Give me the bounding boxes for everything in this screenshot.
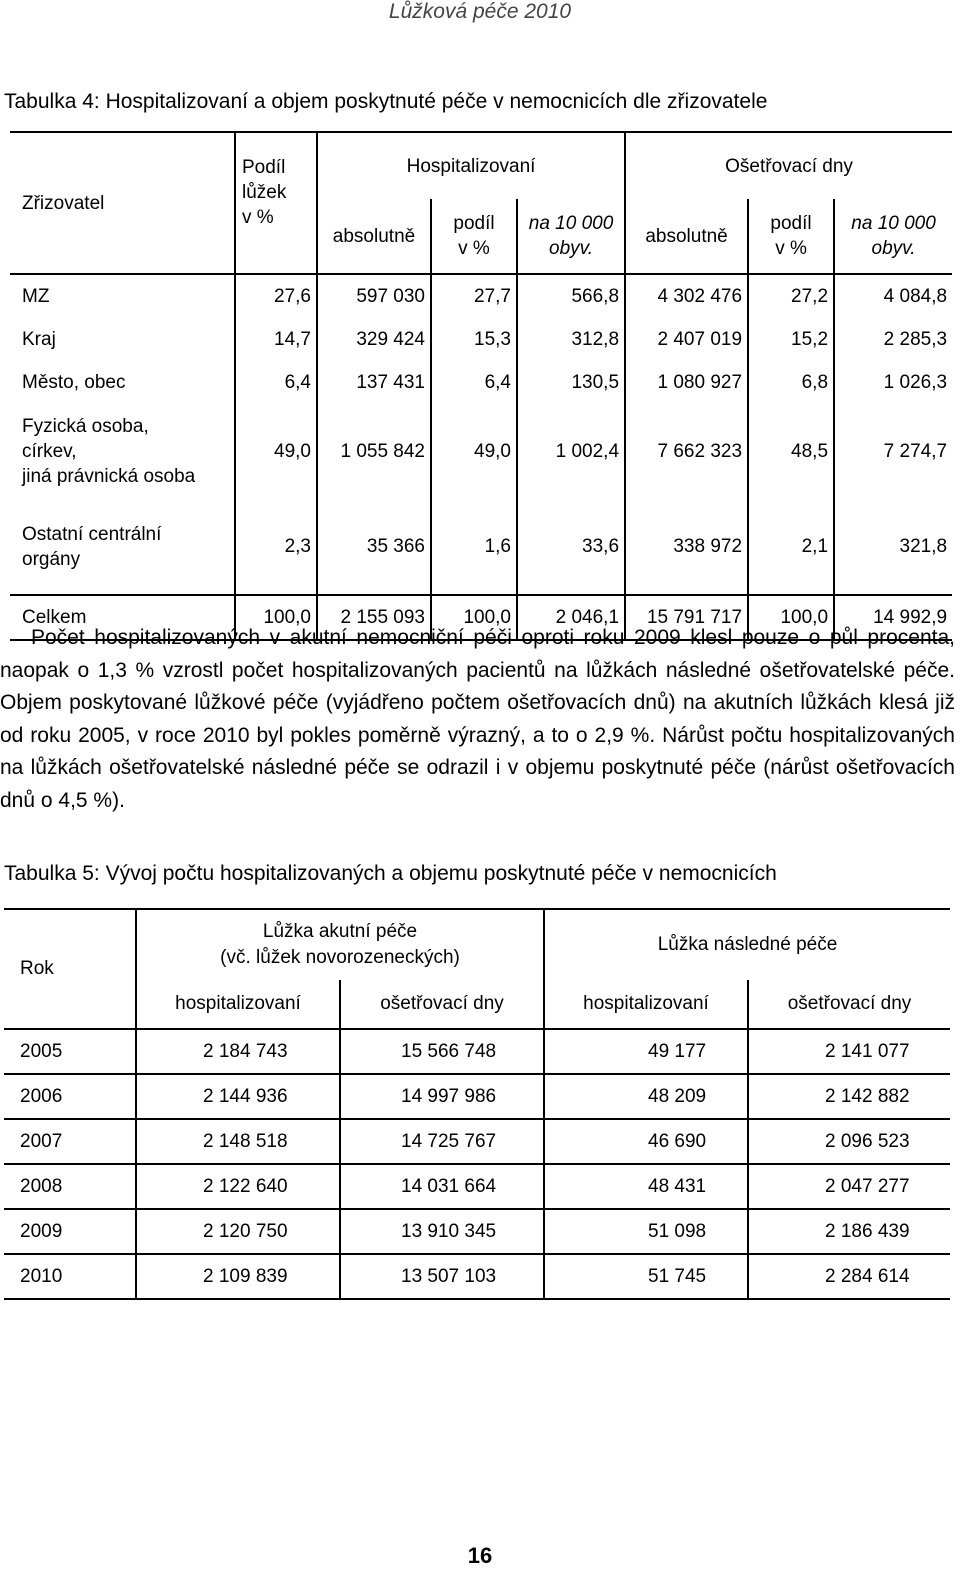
cell: 27,7 — [431, 274, 517, 318]
header-hosp-absolutne: absolutně — [317, 199, 431, 274]
cell: 566,8 — [517, 274, 625, 318]
cell: 51 745 — [544, 1254, 748, 1299]
table5 — [4, 908, 950, 1300]
cell: 48 431 — [544, 1164, 748, 1209]
cell: 27,2 — [748, 274, 834, 318]
cell: 2 046,1 — [517, 595, 625, 640]
header-od-na10000: na 10 000 obyv. — [834, 199, 952, 274]
row-label: Celkem — [10, 595, 235, 640]
header-podil-luzek: Podíl lůžek v % — [235, 132, 317, 274]
cell: 321,8 — [834, 499, 952, 595]
cell: 2 142 882 — [748, 1074, 950, 1119]
cell: 312,8 — [517, 318, 625, 361]
cell: 597 030 — [317, 274, 431, 318]
cell: 100,0 — [431, 595, 517, 640]
table-row — [4, 1164, 950, 1209]
cell: 2 047 277 — [748, 1164, 950, 1209]
cell: 2 148 518 — [136, 1119, 340, 1164]
header-osetrovaci-dny: ošetřovací dny — [748, 980, 950, 1029]
cell: 13 507 103 — [340, 1254, 544, 1299]
year: 2010 — [4, 1254, 136, 1299]
row-label: Ostatní centrální orgány — [22, 523, 162, 570]
table-row — [10, 274, 952, 318]
header-nasledne-pece: Lůžka následné péče — [544, 909, 950, 980]
cell: 2 096 523 — [748, 1119, 950, 1164]
cell: 49,0 — [235, 404, 317, 499]
cell: 6,4 — [235, 361, 317, 404]
cell: 1,6 — [431, 499, 517, 595]
cell: 137 431 — [317, 361, 431, 404]
header-hosp-podil: podíl v % — [431, 199, 517, 274]
cell: 13 910 345 — [340, 1209, 544, 1254]
cell: 2,1 — [748, 499, 834, 595]
cell: 51 098 — [544, 1209, 748, 1254]
cell: 2 407 019 — [625, 318, 748, 361]
cell: 329 424 — [317, 318, 431, 361]
cell: 2 186 439 — [748, 1209, 950, 1254]
row-label: Fyzická osoba, církev, jiná právnická osoba — [22, 416, 196, 487]
cell: 15 791 717 — [625, 595, 748, 640]
header-hospitalizovani: hospitalizovaní — [544, 980, 748, 1029]
header-hospitalizovani: hospitalizovaní — [136, 980, 340, 1029]
table4 — [10, 131, 952, 641]
table4-caption: Tabulka 4: Hospitalizovaní a objem poskytnuté péče v nemocnicích dle zřizovatele — [4, 90, 768, 113]
cell: 14 031 664 — [340, 1164, 544, 1209]
cell: 33,6 — [517, 499, 625, 595]
year: 2005 — [4, 1029, 136, 1074]
table-row — [4, 1209, 950, 1254]
row-label: MZ — [22, 286, 50, 307]
header-zrizovatel: Zřizovatel — [10, 132, 235, 274]
cell: 1 080 927 — [625, 361, 748, 404]
cell: 49,0 — [431, 404, 517, 499]
cell: 7 274,7 — [834, 404, 952, 499]
header-rok: Rok — [4, 909, 136, 1029]
cell: 2 120 750 — [136, 1209, 340, 1254]
cell: 2 109 839 — [136, 1254, 340, 1299]
cell: 1 026,3 — [834, 361, 952, 404]
cell: 2 141 077 — [748, 1029, 950, 1074]
header-od-absolutne: absolutně — [625, 199, 748, 274]
table-row — [4, 1029, 950, 1074]
cell: 15,2 — [748, 318, 834, 361]
cell: 2 184 743 — [136, 1029, 340, 1074]
body-paragraph: Počet hospitalizovaných v akutní nemocniční péči oproti roku 2009 klesl pouze o půl procenta, naopak o 1,3 % vzrostl počet hospitalizovaných pacientů na lůžkách následné ošetřovatelské péče. Objem poskytované lůžkové péče (vyjádřeno počtem ošetřovacích dnů) na akutních lůžkách klesá již od roku 2005, v roce 2010 byl pokles poměrně výrazný, a to o 2,9 %. Nárůst počtu hospitalizovaných na lůžkách ošetřovatelské následné péče se odrazil i v objemu poskytnuté péče (nárůst ošetřovacích dnů o 4,5 %). — [0, 626, 955, 812]
cell: 100,0 — [235, 595, 317, 640]
year: 2009 — [4, 1209, 136, 1254]
table-row — [4, 1074, 950, 1119]
cell: 49 177 — [544, 1029, 748, 1074]
header-hospitalizovani: Hospitalizovaní — [317, 132, 625, 199]
cell: 14 992,9 — [834, 595, 952, 640]
cell: 14 725 767 — [340, 1119, 544, 1164]
year: 2007 — [4, 1119, 136, 1164]
header-hosp-na10000: na 10 000 obyv. — [517, 199, 625, 274]
cell: 100,0 — [748, 595, 834, 640]
header-osetrovaci-dny: ošetřovací dny — [340, 980, 544, 1029]
cell: 4 302 476 — [625, 274, 748, 318]
cell: 6,4 — [431, 361, 517, 404]
cell: 2 284 614 — [748, 1254, 950, 1299]
cell: 1 002,4 — [517, 404, 625, 499]
cell: 6,8 — [748, 361, 834, 404]
cell: 7 662 323 — [625, 404, 748, 499]
cell: 2 122 640 — [136, 1164, 340, 1209]
cell: 15 566 748 — [340, 1029, 544, 1074]
table-row — [4, 1119, 950, 1164]
cell: 48 209 — [544, 1074, 748, 1119]
table-row — [10, 318, 952, 361]
header-osetrovaci-dny: Ošetřovací dny — [625, 132, 952, 199]
header-od-podil: podíl v % — [748, 199, 834, 274]
cell: 27,6 — [235, 274, 317, 318]
cell: 338 972 — [625, 499, 748, 595]
cell: 14,7 — [235, 318, 317, 361]
table-row — [10, 404, 952, 499]
cell: 130,5 — [517, 361, 625, 404]
cell: 46 690 — [544, 1119, 748, 1164]
header-akutni-pece: Lůžka akutní péče (vč. lůžek novorozeneckých) — [136, 909, 544, 980]
row-label: Kraj — [22, 329, 56, 350]
row-label: Město, obec — [22, 372, 126, 393]
cell: 2 155 093 — [317, 595, 431, 640]
year: 2006 — [4, 1074, 136, 1119]
cell: 35 366 — [317, 499, 431, 595]
cell: 2,3 — [235, 499, 317, 595]
cell: 15,3 — [431, 318, 517, 361]
cell: 2 285,3 — [834, 318, 952, 361]
cell: 48,5 — [748, 404, 834, 499]
running-header: Lůžková péče 2010 — [388, 0, 572, 23]
table-row — [4, 1254, 950, 1299]
table-row — [10, 361, 952, 404]
page-number: 16 — [467, 1543, 493, 1568]
table-row — [10, 499, 952, 595]
cell: 2 144 936 — [136, 1074, 340, 1119]
cell: 4 084,8 — [834, 274, 952, 318]
cell: 14 997 986 — [340, 1074, 544, 1119]
cell: 1 055 842 — [317, 404, 431, 499]
year: 2008 — [4, 1164, 136, 1209]
table5-caption: Tabulka 5: Vývoj počtu hospitalizovaných a objemu poskytnuté péče v nemocnicích — [4, 862, 777, 885]
